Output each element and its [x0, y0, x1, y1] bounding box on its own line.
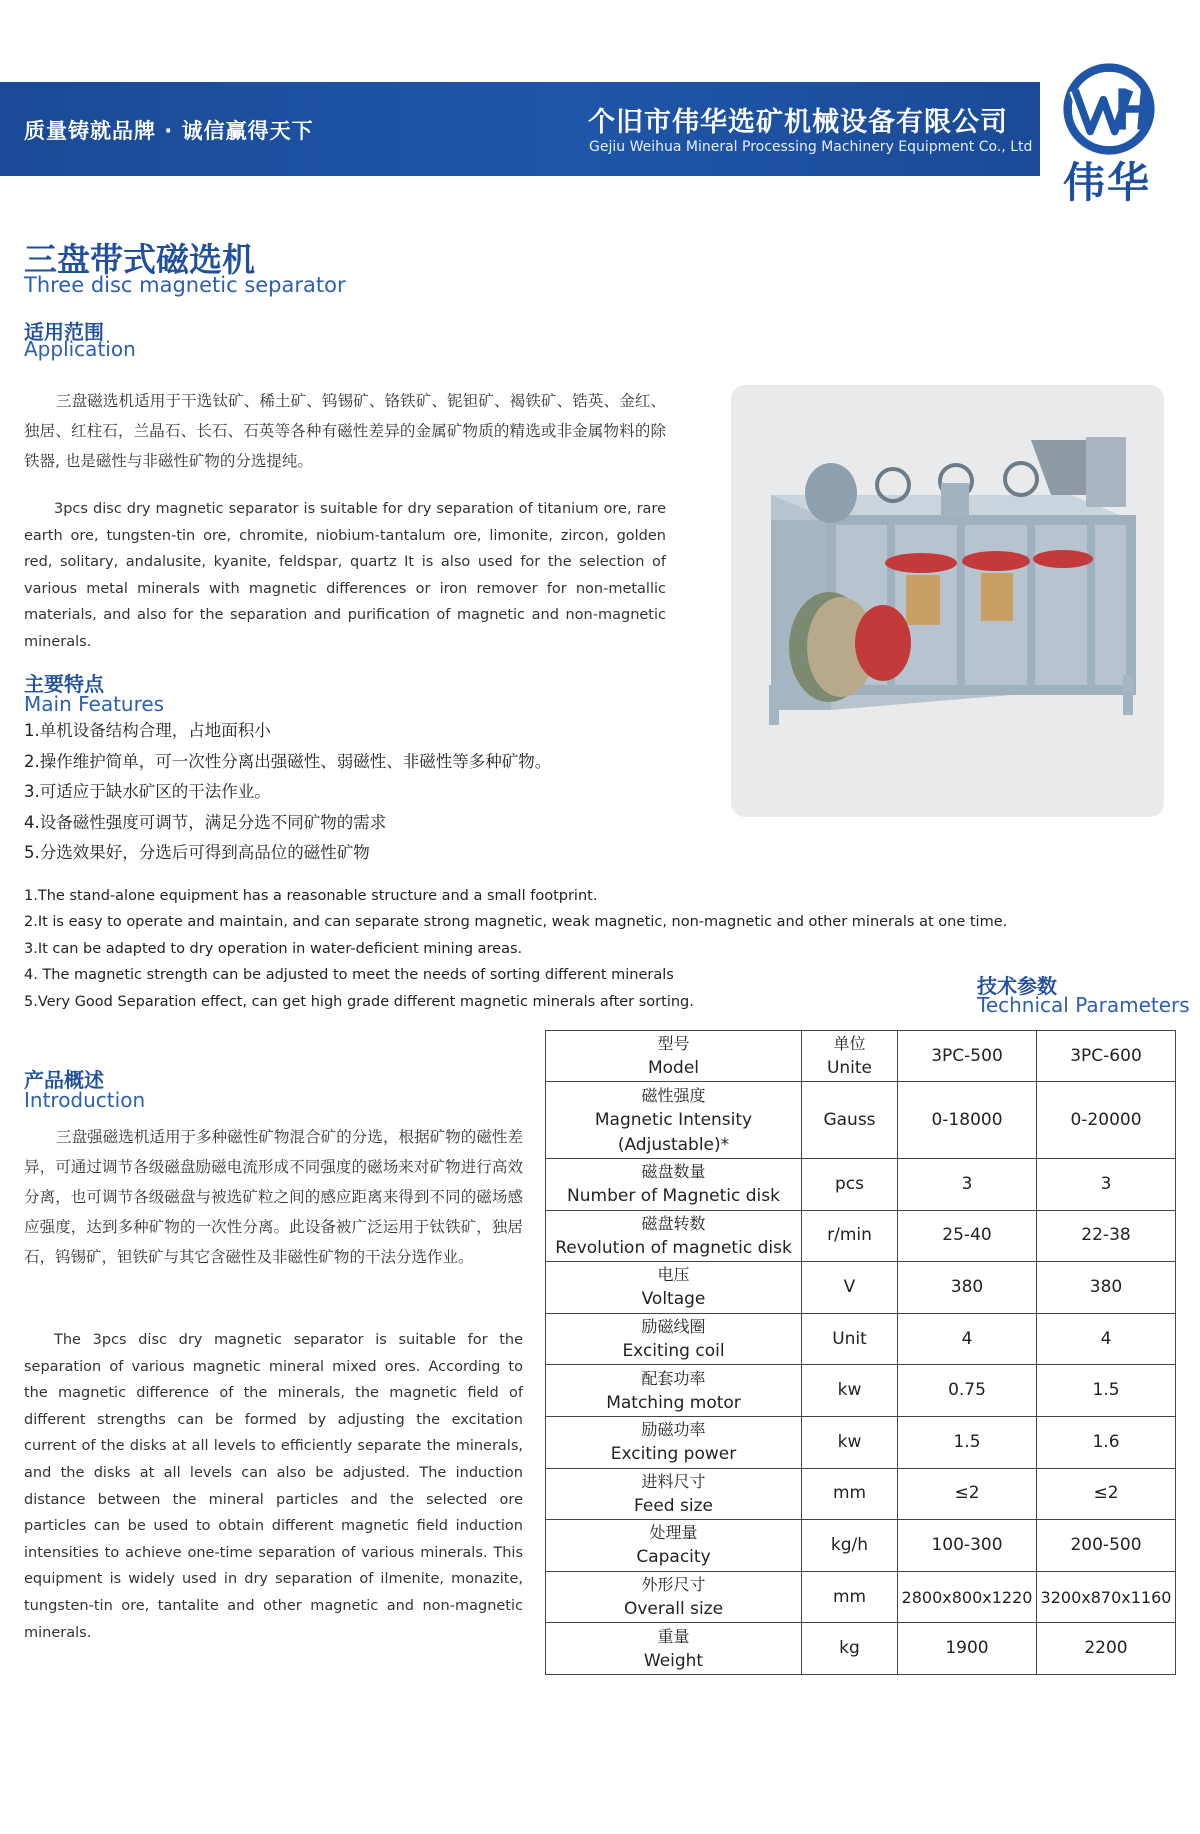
list-item: 5.分选效果好，分选后可得到高品位的磁性矿物 — [24, 843, 370, 863]
application-heading-en: Application — [24, 337, 136, 361]
table-header-cell: 单位 Unite — [802, 1031, 898, 1082]
list-item: 4.设备磁性强度可调节，满足分选不同矿物的需求 — [24, 812, 387, 832]
param-unit-cell: Gauss — [802, 1082, 898, 1159]
param-value-cell: 1.6 — [1037, 1416, 1176, 1468]
param-value-cell: 100-300 — [898, 1520, 1037, 1572]
table-row — [546, 1082, 1176, 1159]
param-name-cell: 进料尺寸 Feed size — [546, 1468, 802, 1520]
table-row — [546, 1365, 1176, 1417]
param-unit-cell: V — [802, 1262, 898, 1314]
introduction-text-cn: 三盘强磁选机适用于多种磁性矿物混合矿的分选，根据矿物的磁性差异，可通过调节各级磁盘励磁电流形成不同强度的磁场来对矿物进行高效分离，也可调节各级磁盘与被选矿粒之间的感应距离来得到不同的磁场感应强度，达到多种矿物的一次性分离。此设备被广泛运用于钛铁矿，独居石，钨锡矿，钽铁矿与其它含磁性及非磁性矿物的干法分选作业。 — [24, 1128, 523, 1266]
param-value-cell: 22-38 — [1037, 1210, 1176, 1262]
introduction-heading-cn: 产品概述 — [24, 1068, 104, 1092]
table-row — [546, 1571, 1176, 1623]
table-row — [546, 1313, 1176, 1365]
product-title-cn: 三盘带式磁选机 — [24, 240, 255, 279]
param-unit-cell: r/min — [802, 1210, 898, 1262]
param-value-cell: ≤2 — [1037, 1468, 1176, 1520]
table-row — [546, 1416, 1176, 1468]
param-unit-cell: kw — [802, 1416, 898, 1468]
table-header-cell: 型号 Model — [546, 1031, 802, 1082]
table-header-row — [546, 1031, 1176, 1082]
param-name-cell: 重量 Weight — [546, 1623, 802, 1675]
application-text-cn: 三盘磁选机适用于干选钛矿、稀土矿、钨锡矿、铬铁矿、铌钽矿、褐铁矿、锆英、金红、独居、红柱石，兰晶石、长石、石英等各种有磁性差异的金属矿物质的精选或非金属物料的除铁器, 也是磁性与非磁性矿物的分选提纯。 — [24, 392, 666, 470]
param-name-cell: 配套功率 Matching motor — [546, 1365, 802, 1417]
company-name-en: Gejiu Weihua Mineral Processing Machinery Equipment Co., Ltd — [589, 139, 1033, 155]
features-list-cn — [24, 716, 551, 869]
param-name-cell: 磁盘转数 Revolution of magnetic disk — [546, 1210, 802, 1262]
company-logo-icon — [1062, 62, 1156, 156]
param-value-cell: 1.5 — [1037, 1365, 1176, 1417]
logo-text: 伟华 — [1063, 158, 1152, 207]
param-name-cell: 处理量 Capacity — [546, 1520, 802, 1572]
list-item: 3.It can be adapted to dry operation in water-deficient mining areas. — [24, 940, 523, 957]
param-name-cell: 磁盘数量 Number of Magnetic disk — [546, 1159, 802, 1211]
param-value-cell: 2800x800x1220 — [898, 1571, 1037, 1623]
parameters-heading-cn: 技术参数 — [977, 974, 1057, 998]
param-value-cell: ≤2 — [898, 1468, 1037, 1520]
param-unit-cell: mm — [802, 1571, 898, 1623]
features-list-en — [24, 883, 1007, 1015]
param-unit-cell: kg — [802, 1623, 898, 1675]
slogan: 质量铸就品牌 · 诚信赢得天下 — [24, 119, 314, 143]
param-unit-cell: kw — [802, 1365, 898, 1417]
list-item: 2.操作维护简单，可一次性分离出强磁性、弱磁性、非磁性等多种矿物。 — [24, 751, 552, 771]
introduction-text-en: The 3pcs disc dry magnetic separator is suitable for the separation of various magnetic mineral mixed ores. According to the magnetic difference of the minerals, the magnetic field of different strengths can be formed by adjusting the excitation current of the disks at all levels to efficiently separate the minerals, and the disks at all levels can also be adjusted. The induction distance between the mineral particles and the selected ore particles can be used to obtain different magnetic field induction intensities to achieve one-time separation of various minerals. This equipment is widely used in dry separation of ilmenite, monazite, tungsten-tin ore, tantalite and other magnetic and non-magnetic minerals. — [24, 1332, 523, 1641]
param-name-cell: 外形尺寸 Overall size — [546, 1571, 802, 1623]
parameters-heading-en: Technical Parameters — [977, 993, 1190, 1017]
param-name-cell: 电压 Voltage — [546, 1262, 802, 1314]
table-row — [546, 1159, 1176, 1211]
list-item: 1.单机设备结构合理，占地面积小 — [24, 721, 271, 740]
param-name-cell: 磁性强度 Magnetic Intensity (Adjustable)* — [546, 1082, 802, 1159]
features-heading-en: Main Features — [24, 692, 165, 716]
param-value-cell: 3 — [1037, 1159, 1176, 1211]
table-row — [546, 1623, 1176, 1675]
param-name-cell: 励磁线圈 Exciting coil — [546, 1313, 802, 1365]
param-value-cell: 200-500 — [1037, 1520, 1176, 1572]
param-unit-cell: Unit — [802, 1313, 898, 1365]
table-header-cell: 3PC-600 — [1037, 1031, 1176, 1082]
param-value-cell: 1900 — [898, 1623, 1037, 1675]
param-value-cell: 3 — [898, 1159, 1037, 1211]
param-value-cell: 0-18000 — [898, 1082, 1037, 1159]
application-text-en: 3pcs disc dry magnetic separator is suitable for dry separation of titanium ore, rare earth ore, tungsten-tin ore, chromite, niobium-tantalum ore, limonite, zircon, golden red, solitary, andalusite, kyanite, feldspar, quartz It is also used for the selection of various metal minerals with magnetic differences or iron remover for non-metallic materials, and also for the separation and purification of magnetic and non-magnetic minerals. — [24, 501, 666, 650]
param-value-cell: 0.75 — [898, 1365, 1037, 1417]
param-value-cell: 1.5 — [898, 1416, 1037, 1468]
param-value-cell: 0-20000 — [1037, 1082, 1176, 1159]
list-item: 4. The magnetic strength can be adjusted to meet the needs of sorting different minerals — [24, 967, 674, 984]
param-value-cell: 4 — [898, 1313, 1037, 1365]
table-row — [546, 1210, 1176, 1262]
product-title-en: Three disc magnetic separator — [24, 273, 346, 297]
introduction-heading-en: Introduction — [24, 1088, 146, 1112]
table-header-cell: 3PC-500 — [898, 1031, 1037, 1082]
list-item: 2.It is easy to operate and maintain, and can separate strong magnetic, weak magnetic, non-magnetic and other minerals at one time. — [24, 914, 1008, 931]
features-heading-cn: 主要特点 — [24, 672, 104, 696]
param-unit-cell: kg/h — [802, 1520, 898, 1572]
param-value-cell: 2200 — [1037, 1623, 1176, 1675]
company-name-cn: 个旧市伟华选矿机械设备有限公司 — [588, 107, 1008, 138]
param-value-cell: 25-40 — [898, 1210, 1037, 1262]
list-item: 3.可适应于缺水矿区的干法作业。 — [24, 782, 271, 802]
list-item: 1.The stand-alone equipment has a reasonable structure and a small footprint. — [24, 888, 598, 904]
table-row — [546, 1262, 1176, 1314]
table-row — [546, 1468, 1176, 1520]
param-value-cell: 3200x870x1160 — [1037, 1571, 1176, 1623]
technical-parameters-table — [545, 1030, 1176, 1675]
param-unit-cell: pcs — [802, 1159, 898, 1211]
param-unit-cell: mm — [802, 1468, 898, 1520]
param-value-cell: 380 — [1037, 1262, 1176, 1314]
table-row — [546, 1520, 1176, 1572]
param-name-cell: 励磁功率 Exciting power — [546, 1416, 802, 1468]
param-value-cell: 380 — [898, 1262, 1037, 1314]
list-item: 5.Very Good Separation effect, can get high grade different magnetic minerals after sorting. — [24, 993, 694, 1010]
product-photo — [731, 385, 1164, 817]
magnetic-separator-image — [731, 385, 1164, 817]
application-heading-cn: 适用范围 — [24, 320, 104, 344]
param-value-cell: 4 — [1037, 1313, 1176, 1365]
